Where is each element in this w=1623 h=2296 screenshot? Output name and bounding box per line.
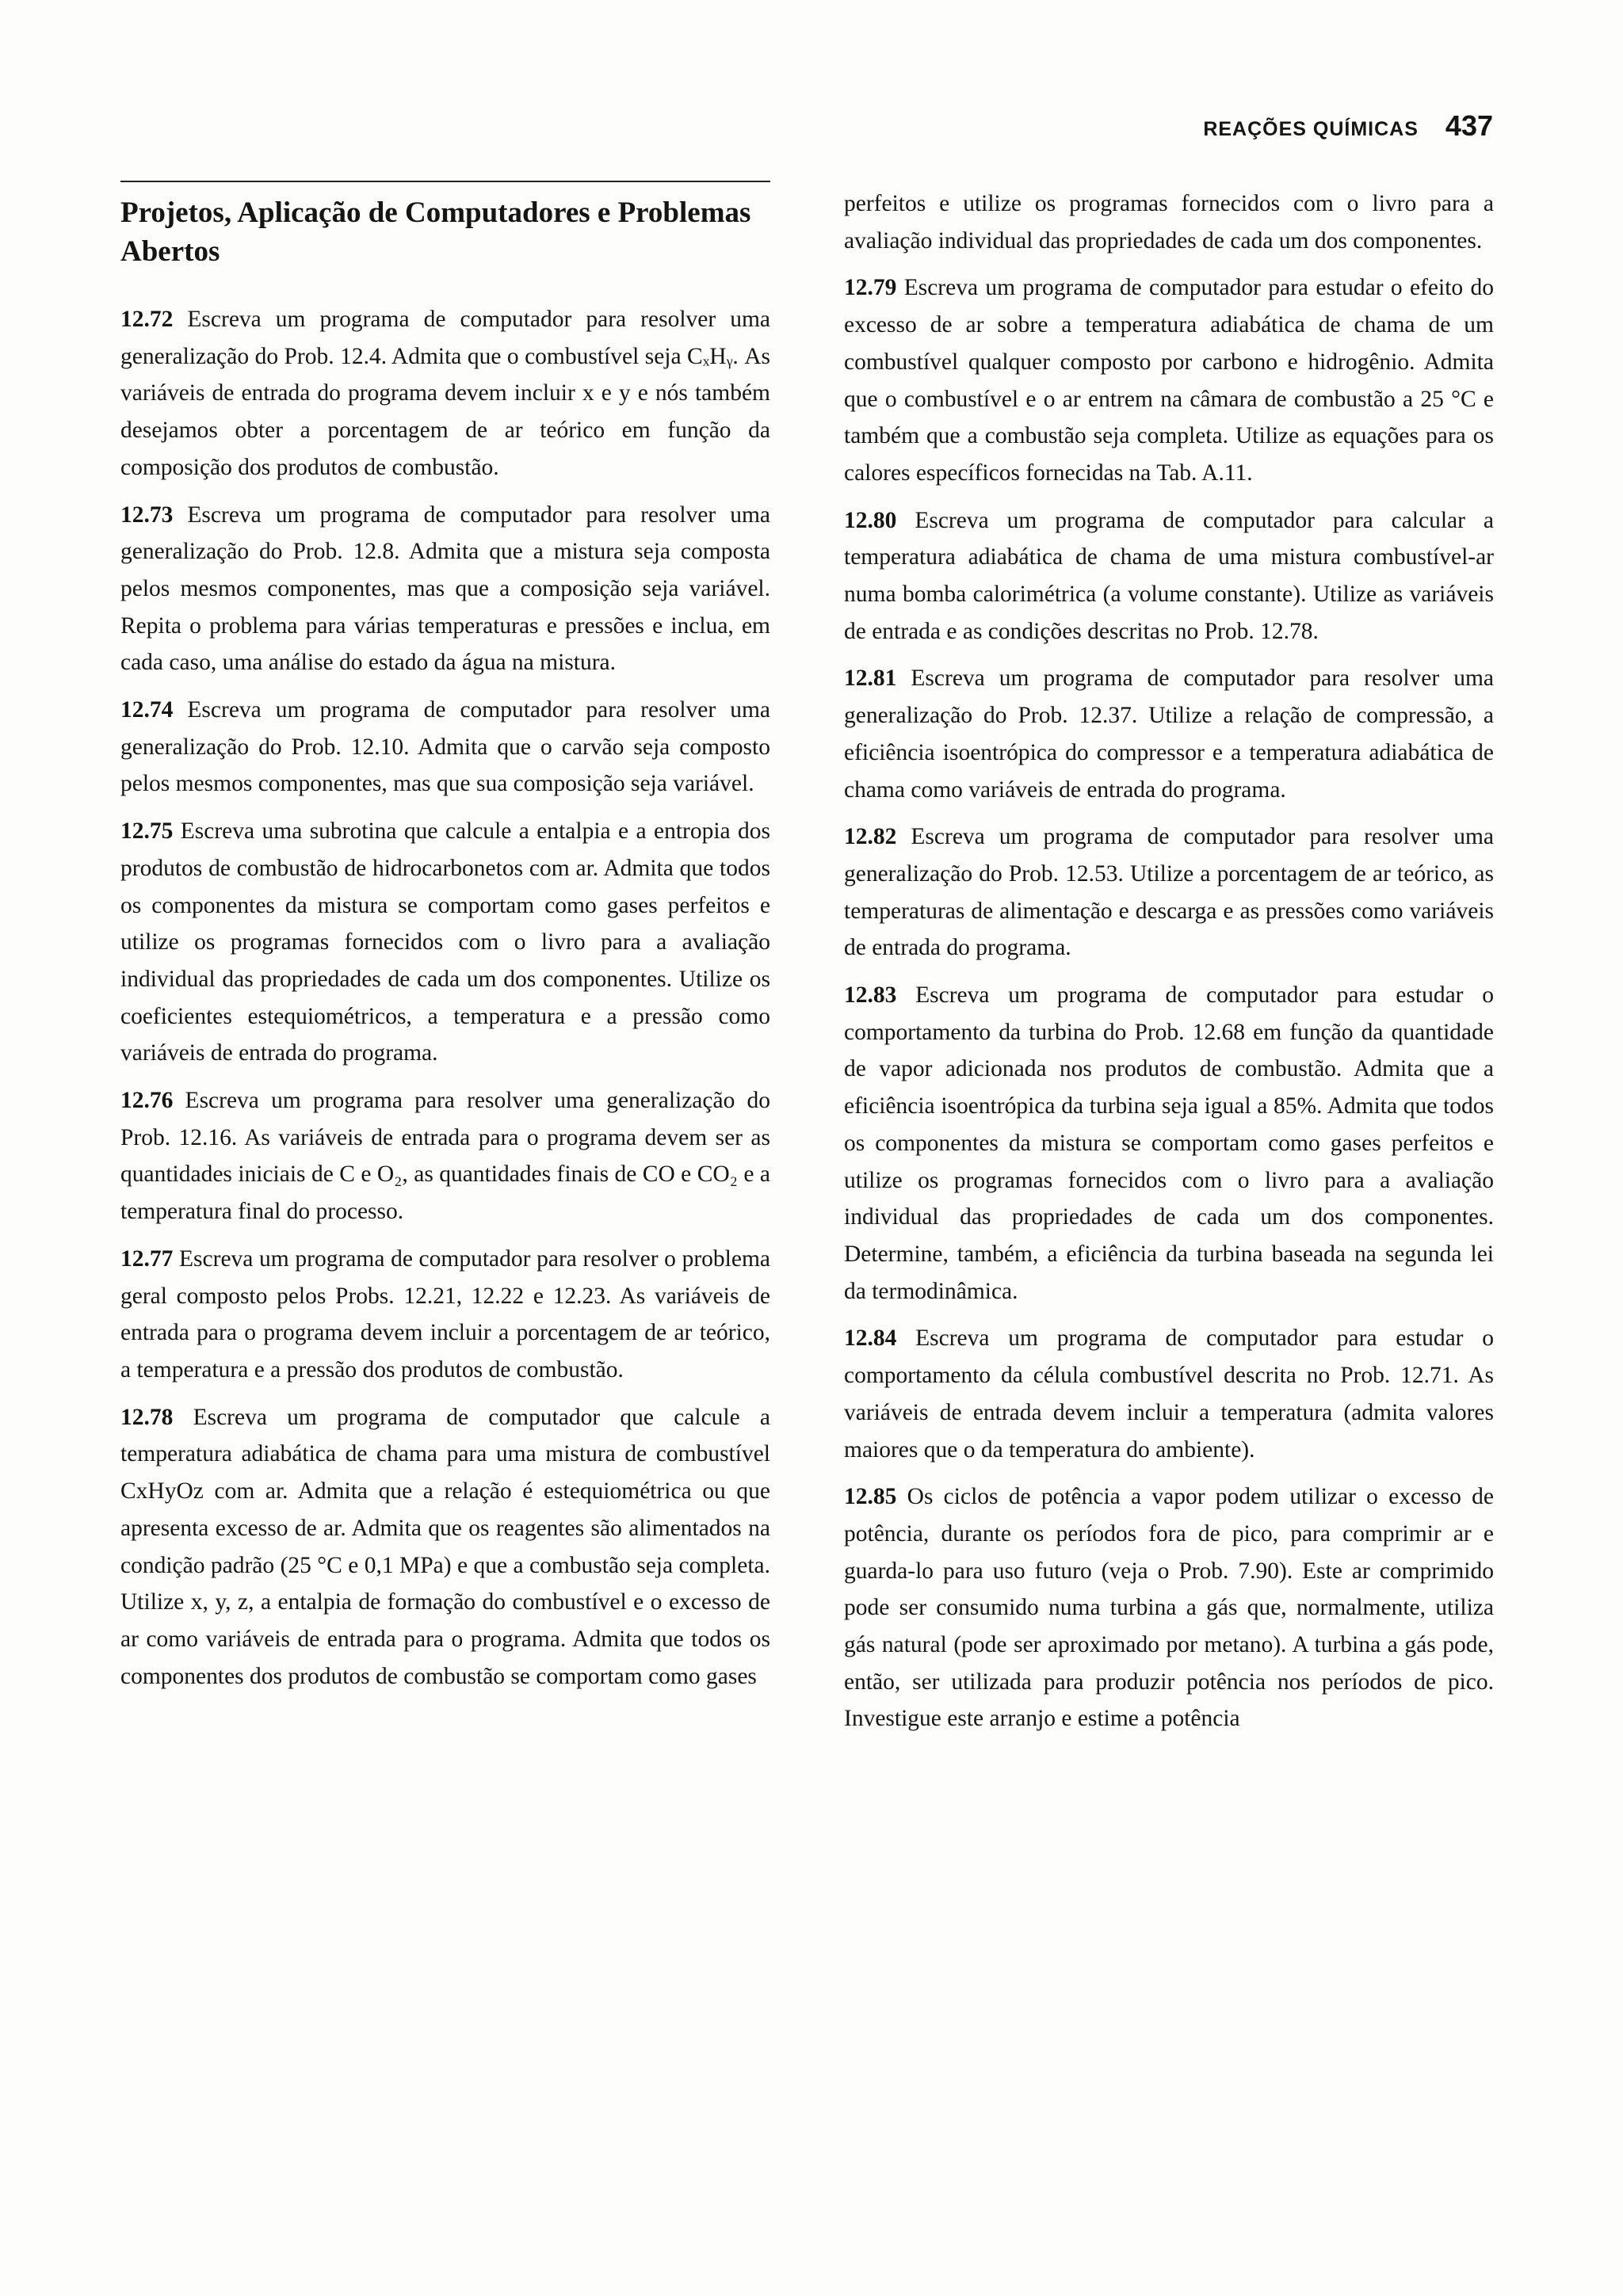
problem-text: Escreva um programa de computador para estudar o comportamento da turbina do Prob. 12.68 em função da quantidade de vapor adicionada nos produtos de combustão. Admita que a eficiência isoentrópica da turbina seja igual a 85%. Admita que todos os componentes da mistura se comportam como gases perfeitos e utilize os programas fornecidos com o livro para a avaliação individual das propriedades de cada um dos componentes. Determine, também, a eficiência da turbina baseada na segunda lei da termodinâmica. bbox=[844, 982, 1494, 1304]
problem-12-81 bbox=[844, 660, 1494, 808]
problem-12-82 bbox=[844, 818, 1494, 967]
problem-number: 12.78 bbox=[120, 1404, 174, 1430]
problem-number: 12.75 bbox=[120, 818, 174, 845]
problem-12-78 bbox=[120, 1399, 770, 1695]
page-number: 437 bbox=[1445, 109, 1493, 142]
section-title: Projetos, Aplicação de Computadores e Problemas Abertos bbox=[120, 196, 751, 268]
problem-number: 12.72 bbox=[120, 307, 174, 332]
problem-text: Escreva um programa de computador para resolver uma generalização do Prob. 12.53. Utilize a porcentagem de ar teórico, as temperaturas de alimentação e descarga e as pressões como variáveis de entrada do programa. bbox=[844, 824, 1494, 961]
problem-text: Escreva um programa de computador para resolver uma generalização do Prob. 12.4. Admita que o combustível seja CₓHᵧ. As variáveis de entrada do programa devem incluir x e y e nós também desejamos obter a porcentagem de ar teórico em função da composição dos produtos de combustão. bbox=[120, 307, 770, 480]
problem-12-74 bbox=[120, 692, 770, 803]
problem-number: 12.85 bbox=[844, 1484, 897, 1510]
problem-text: Escreva um programa de computador para resolver uma generalização do Prob. 12.37. Utilize a relação de compressão, a eficiência isoentrópica do compressor e a temperatura adiabática de chama como variáveis de entrada do programa. bbox=[844, 666, 1494, 803]
problem-12-80 bbox=[844, 502, 1494, 650]
problem-number: 12.79 bbox=[844, 275, 897, 301]
running-header bbox=[1203, 109, 1493, 143]
section-divider bbox=[120, 181, 770, 182]
problem-number: 12.76 bbox=[120, 1088, 174, 1114]
problem-text: Escreva um programa de computador que calcule a temperatura adiabática de chama para uma mistura de combustível CxHyOz com ar. Admita que a relação é estequiométrica ou que apresenta excesso de ar. Admita que os reagentes são alimentados na condição padrão (25 °C e 0,1 MPa) e que a combustão seja completa. Utilize x, y, z, a entalpia de formação do combustível e o excesso de ar como variáveis de entrada para o programa. Admita que todos os componentes dos produtos de combustão se comportam como gases bbox=[120, 1404, 771, 1689]
problem-text: Escreva um programa de computador para estudar o comportamento da célula combustível descrita no Prob. 12.71. As variáveis de entrada devem incluir a temperatura (admita valores maiores que o da temperatura do ambiente). bbox=[844, 1325, 1494, 1463]
problem-12-85 bbox=[844, 1478, 1494, 1737]
problem-text: Escreva um programa de computador para calcular a temperatura adiabática de chama de uma mistura combustível-ar numa bomba calorimétrica (a volume constante). Utilize as variáveis de entrada e as condições descritas no Prob. 12.78. bbox=[844, 507, 1494, 644]
problem-number: 12.73 bbox=[120, 502, 174, 528]
problem-number: 12.81 bbox=[844, 666, 897, 692]
problem-number: 12.80 bbox=[844, 507, 897, 533]
problem-number: 12.83 bbox=[844, 982, 897, 1009]
problem-12-77 bbox=[120, 1241, 770, 1389]
problem-text: Escreva um programa de computador para resolver uma generalização do Prob. 12.10. Admita que o carvão seja composto pelos mesmos componentes, mas que sua composição seja variável. bbox=[120, 697, 770, 797]
problem-text: Escreva um programa de computador para resolver uma generalização do Prob. 12.8. Admita que a mistura seja composta pelos mesmos componentes, mas que a composição seja variável. Repita o problema para várias temperaturas e pressões e inclua, em cada caso, uma análise do estado da água na mistura. bbox=[120, 502, 770, 676]
continuation-paragraph: perfeitos e utilize os programas fornecidos com o livro para a avaliação individual das propriedades de cada um dos componentes. bbox=[844, 191, 1494, 254]
problem-text: Escreva uma subrotina que calcule a entalpia e a entropia dos produtos de combustão de hidrocarbonetos com ar. Admita que todos os componentes da mistura se comportam como gases perfeitos e utilize os programas fornecidos com o livro para a avaliação individual das propriedades de cada um dos componentes. Utilize os coeficientes estequiométricos, a temperatura e a pressão como variáveis de entrada do programa. bbox=[120, 818, 770, 1066]
problem-12-75 bbox=[120, 813, 770, 1072]
problem-number: 12.82 bbox=[844, 824, 897, 850]
problem-text: Os ciclos de potência a vapor podem utilizar o excesso de potência, durante os períodos fora de pico, para comprimir ar e guarda-lo para uso futuro (veja o Prob. 7.90). Este ar comprimido pode ser consumido numa turbina a gás que, normalmente, utiliza gás natural (pode ser aproximado por metano). A turbina a gás pode, então, ser utilizada para produzir potência nos períodos de pico. Investigue este arranjo e estime a potência bbox=[844, 1484, 1495, 1732]
left-column bbox=[120, 181, 770, 1705]
problem-12-83 bbox=[844, 977, 1494, 1310]
problem-text: Escreva um programa de computador para resolver o problema geral composto pelos Probs. 12.21, 12.22 e 12.23. As variáveis de entrada para o programa devem incluir a porcentagem de ar teórico, a temperatura e a pressão dos produtos de combustão. bbox=[120, 1245, 770, 1383]
problem-text: Escreva um programa de computador para estudar o efeito do excesso de ar sobre a temperatura adiabática de chama de um combustível qualquer composto por carbono e hidrogênio. Admita que o combustível e o ar entrem na câmara de combustão a 25 °C e também que a combustão seja completa. Utilize as equações para os calores específicos fornecidas na Tab. A.11. bbox=[844, 275, 1494, 486]
problem-12-76 bbox=[120, 1082, 770, 1230]
running-title: REAÇÕES QUÍMICAS bbox=[1203, 118, 1419, 140]
problem-12-84 bbox=[844, 1320, 1494, 1468]
problem-number: 12.84 bbox=[844, 1325, 897, 1352]
problem-12-79 bbox=[844, 269, 1494, 491]
problem-text: Escreva um programa para resolver uma generalização do Prob. 12.16. As variáveis de entrada para o programa devem ser as quantidades iniciais de C e O₂, as quantidades finais de CO e CO₂ e a temperatura final do processo. bbox=[120, 1088, 770, 1225]
problem-number: 12.77 bbox=[120, 1245, 174, 1272]
right-column bbox=[844, 185, 1494, 1748]
problem-12-72 bbox=[120, 301, 770, 486]
problem-number: 12.74 bbox=[120, 697, 174, 723]
problem-12-73 bbox=[120, 497, 770, 682]
